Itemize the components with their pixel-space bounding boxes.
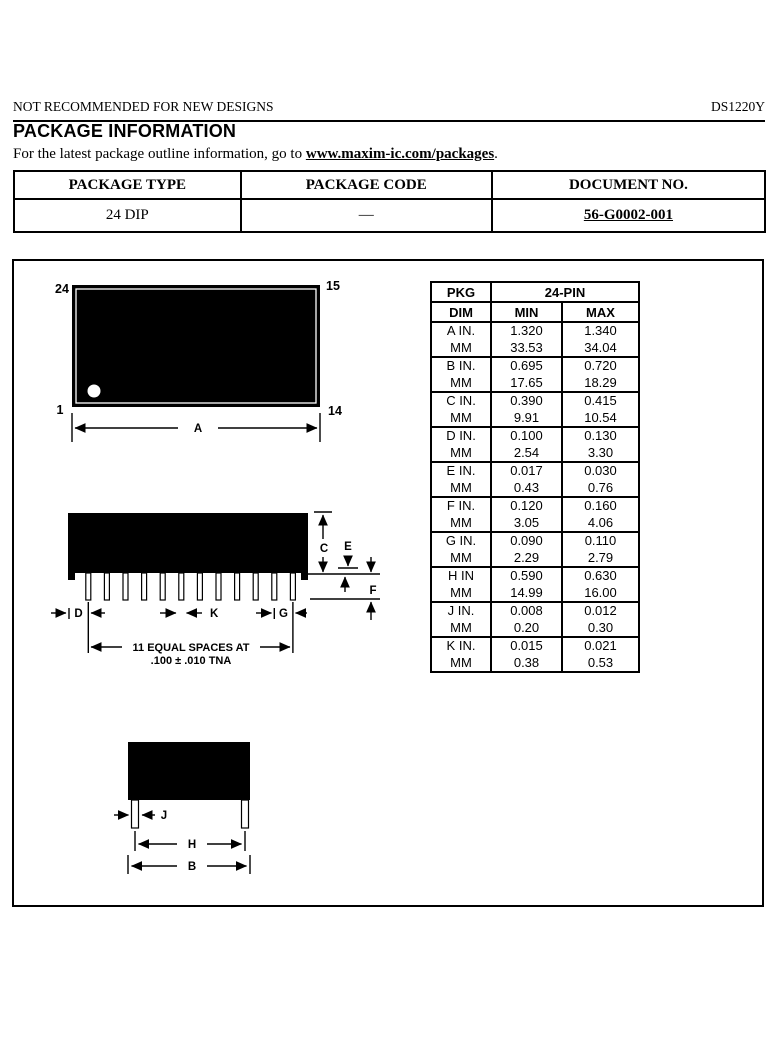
dim-row-b: B IN. MM 0.695 17.65 0.720 18.29 [431,357,639,392]
dim-b-label: B [187,861,197,873]
dim-row-j: J IN. MM 0.008 0.20 0.012 0.30 [431,602,639,637]
end-view [114,742,250,874]
dim-d-label: D [74,608,83,620]
intro-text: For the latest package outline information, go to [13,146,306,162]
page-title: PACKAGE INFORMATION [13,121,237,141]
dim-row-f: F IN. MM 0.120 3.05 0.160 4.06 [431,497,639,532]
dim-header: DIM [431,302,491,322]
page-header [13,99,765,122]
package-type-header: PACKAGE TYPE [14,171,241,199]
dim-row-c: C IN. MM 0.390 9.91 0.415 10.54 [431,392,639,427]
dim-f-label: F [369,585,377,597]
dim-row-k: K IN. MM 0.015 0.38 0.021 0.53 [431,637,639,672]
dim-j-label: J [160,810,168,822]
side-view [51,512,380,667]
package-body-side-view [68,513,308,573]
top-view [55,279,342,442]
package-type-value: 24 DIP [14,199,241,232]
document-no-header: DOCUMENT NO. [492,171,765,199]
dim-h-label: H [187,839,197,851]
pin-24-label: 24 [55,282,69,296]
pkg-header: PKG [431,282,491,302]
package-table-row [14,199,765,232]
intro-line [13,146,498,163]
end-view-right-pin [242,800,249,828]
dim-row-a: A IN. MM 1.320 33.53 1.340 34.04 [431,322,639,357]
max-header: MAX [562,302,639,322]
pin-15-label: 15 [326,279,340,293]
package-outline-drawing [14,261,762,905]
dim-k-label: K [210,608,219,620]
package-code-value: — [241,199,492,232]
package-body-end-view [128,742,250,800]
dim-row-d: D IN. MM 0.100 2.54 0.130 3.30 [431,427,639,462]
header-doc-number: DS1220Y [710,99,765,114]
package-table-header-row [14,171,765,199]
package-outline-frame [12,259,764,907]
intro-period: . [494,146,498,162]
pin-14-label: 14 [328,404,342,418]
side-view-pins [86,573,296,600]
end-view-left-pin [132,800,139,828]
dim-c-label: C [319,543,329,555]
packages-link[interactable]: www.maxim-ic.com/packages [305,146,495,162]
dim-row-h: H IN MM 0.590 14.99 0.630 16.00 [431,567,639,602]
equal-spaces-note-line2: .100 ± .010 TNA [150,655,232,667]
dims-col-header-row [431,302,639,322]
dim-e-label: E [344,541,352,553]
equal-spaces-note-line1: 11 EQUAL SPACES AT [132,642,250,654]
pin-count-header: 24-PIN [491,282,639,302]
pin-1-label: 1 [56,403,64,417]
document-no-cell [492,199,765,232]
dims-pkg-header-row [431,282,639,302]
dim-row-e: E IN. MM 0.017 0.43 0.030 0.76 [431,462,639,497]
pin1-indicator-dot [88,385,101,398]
package-table [13,170,766,233]
dimensions-table [430,281,640,673]
document-no-link[interactable]: 56-G0002-001 [583,207,674,223]
package-body-top-view [72,285,320,407]
dim-g-label: G [279,608,288,620]
min-header: MIN [491,302,562,322]
left-standoff [68,572,75,580]
right-standoff [301,572,308,580]
header-status-text: NOT RECOMMENDED FOR NEW DESIGNS [13,99,274,114]
dim-a-label: A [193,423,203,435]
package-code-header: PACKAGE CODE [241,171,492,199]
dim-row-g: G IN. MM 0.090 2.29 0.110 2.79 [431,532,639,567]
